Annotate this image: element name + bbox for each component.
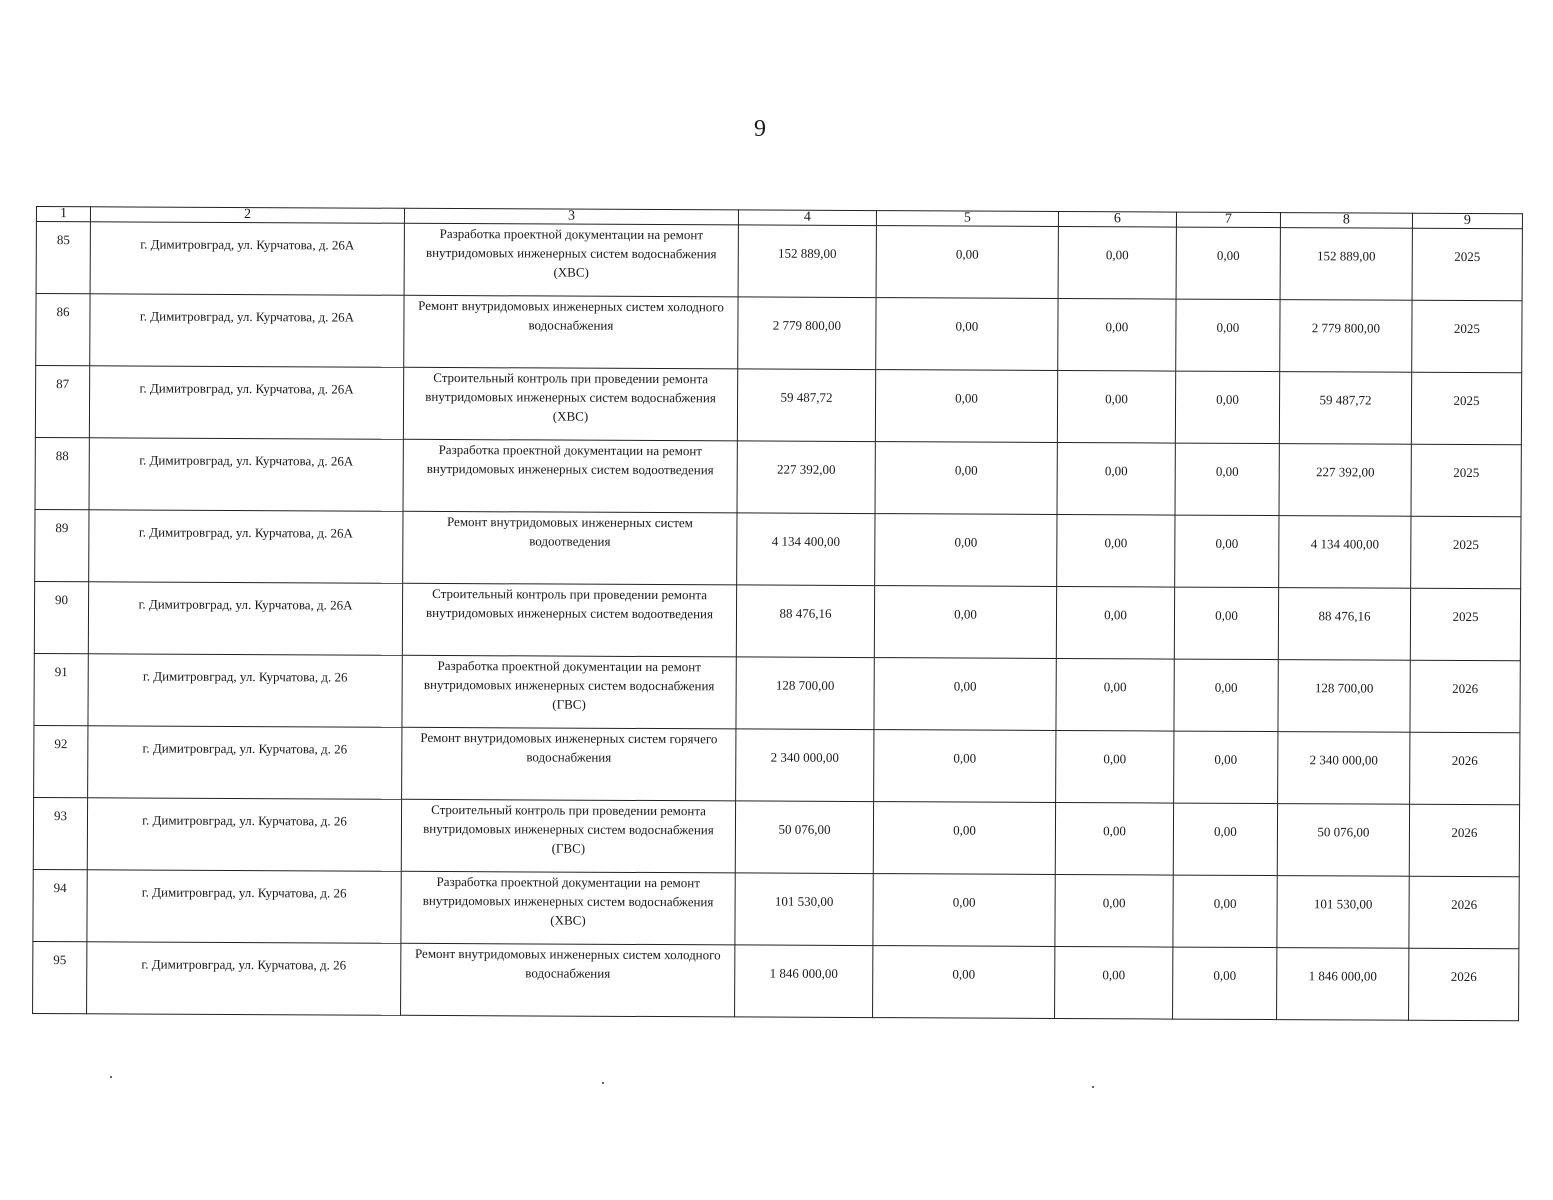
- column-number-header: 8: [1280, 213, 1412, 229]
- column-number-header: 4: [738, 210, 876, 226]
- column-6-value: 0,00: [1055, 874, 1173, 947]
- table-row: [33, 797, 1519, 876]
- work-description-cell: Строительный контроль при проведении ремонта внутридомовых инженерных систем водоотведения: [402, 583, 736, 657]
- column-7-value: 0,00: [1174, 731, 1278, 804]
- column-5-value: 0,00: [873, 874, 1055, 947]
- column-5-value: 0,00: [875, 370, 1057, 443]
- column-6-value: 0,00: [1058, 298, 1176, 371]
- table-row: [36, 222, 1522, 301]
- column-7-value: 0,00: [1173, 875, 1277, 948]
- total-cost-cell: 227 392,00: [737, 441, 875, 514]
- row-number: 91: [34, 653, 88, 725]
- column-7-value: 0,00: [1175, 443, 1279, 516]
- work-description-cell: Ремонт внутридомовых инженерных систем холодного водоснабжения: [401, 943, 735, 1017]
- column-6-value: 0,00: [1057, 442, 1175, 515]
- year-cell: 2026: [1409, 948, 1519, 1021]
- column-7-value: 0,00: [1176, 227, 1280, 300]
- total-cost-cell: 1 846 000,00: [735, 945, 873, 1018]
- column-5-value: 0,00: [876, 298, 1058, 371]
- column-7-value: 0,00: [1174, 587, 1278, 660]
- column-7-value: 0,00: [1175, 515, 1279, 588]
- address-cell: г. Димитровград, ул. Курчатова, д. 26А: [88, 582, 402, 656]
- row-number: 95: [33, 941, 87, 1013]
- work-description-cell: Ремонт внутридомовых инженерных систем водоотведения: [403, 511, 737, 585]
- total-cost-cell: 4 134 400,00: [737, 513, 875, 586]
- total-cost-cell: 101 530,00: [735, 873, 873, 946]
- year-cell: 2025: [1411, 372, 1521, 445]
- column-number-header: 3: [404, 208, 738, 225]
- total-cost-cell: 88 476,16: [736, 585, 874, 658]
- work-description-cell: Ремонт внутридомовых инженерных систем горячего водоснабжения: [402, 727, 736, 801]
- column-8-value: 2 779 800,00: [1280, 300, 1412, 373]
- total-cost-cell: 2 779 800,00: [738, 297, 876, 370]
- year-cell: 2026: [1410, 732, 1520, 805]
- scan-speck: [1092, 1086, 1094, 1088]
- year-cell: 2025: [1410, 588, 1520, 661]
- row-number: 88: [35, 437, 89, 509]
- column-number-header: 2: [90, 207, 404, 224]
- address-cell: г. Димитровград, ул. Курчатова, д. 26: [88, 654, 402, 728]
- column-6-value: 0,00: [1057, 514, 1175, 587]
- column-6-value: 0,00: [1056, 586, 1174, 659]
- column-5-value: 0,00: [873, 802, 1055, 875]
- column-7-value: 0,00: [1173, 803, 1277, 876]
- column-number-header: 6: [1058, 211, 1176, 227]
- address-cell: г. Димитровград, ул. Курчатова, д. 26А: [89, 510, 403, 584]
- address-cell: г. Димитровград, ул. Курчатова, д. 26: [87, 942, 401, 1016]
- row-number: 92: [34, 725, 88, 797]
- address-cell: г. Димитровград, ул. Курчатова, д. 26А: [89, 438, 403, 512]
- table-row: [36, 294, 1522, 373]
- budget-table: [32, 206, 1523, 1021]
- table-row: [33, 869, 1519, 948]
- column-5-value: 0,00: [874, 586, 1056, 659]
- table-row: [35, 366, 1521, 445]
- column-6-value: 0,00: [1056, 730, 1174, 803]
- address-cell: г. Димитровград, ул. Курчатова, д. 26: [88, 726, 402, 800]
- column-8-value: 88 476,16: [1278, 588, 1410, 661]
- column-5-value: 0,00: [876, 226, 1058, 299]
- column-number-header: 7: [1176, 212, 1280, 228]
- column-5-value: 0,00: [874, 658, 1056, 731]
- column-number-header: 9: [1412, 213, 1522, 229]
- column-8-value: 1 846 000,00: [1277, 948, 1409, 1021]
- column-8-value: 4 134 400,00: [1279, 516, 1411, 589]
- work-description-cell: Ремонт внутридомовых инженерных систем холодного водоснабжения: [404, 295, 738, 369]
- row-number: 89: [35, 509, 89, 581]
- work-description-cell: Строительный контроль при проведении ремонта внутридомовых инженерных систем водоснабжения (ХВС): [403, 367, 737, 441]
- year-cell: 2026: [1409, 876, 1519, 949]
- row-number: 94: [33, 869, 87, 941]
- address-cell: г. Димитровград, ул. Курчатова, д. 26А: [89, 366, 403, 440]
- work-description-cell: Разработка проектной документации на ремонт внутридомовых инженерных систем водоснабжения (ХВС): [401, 871, 735, 945]
- total-cost-cell: 59 487,72: [737, 369, 875, 442]
- total-cost-cell: 128 700,00: [736, 657, 874, 730]
- row-number: 90: [34, 581, 88, 653]
- scan-speck: [602, 1082, 604, 1084]
- column-8-value: 50 076,00: [1277, 804, 1409, 877]
- year-cell: 2026: [1409, 804, 1519, 877]
- table-row: [34, 725, 1520, 804]
- column-8-value: 152 889,00: [1280, 228, 1412, 301]
- column-8-value: 227 392,00: [1279, 444, 1411, 517]
- column-7-value: 0,00: [1175, 371, 1279, 444]
- column-6-value: 0,00: [1056, 658, 1174, 731]
- scan-speck: [110, 1076, 112, 1078]
- column-7-value: 0,00: [1176, 299, 1280, 372]
- year-cell: 2026: [1410, 660, 1520, 733]
- year-cell: 2025: [1411, 516, 1521, 589]
- column-8-value: 128 700,00: [1278, 660, 1410, 733]
- column-5-value: 0,00: [874, 730, 1056, 803]
- table-row: [34, 653, 1520, 732]
- column-6-value: 0,00: [1055, 946, 1173, 1019]
- page-number: 9: [754, 116, 766, 142]
- column-7-value: 0,00: [1174, 659, 1278, 732]
- column-5-value: 0,00: [875, 514, 1057, 587]
- table-row: [35, 509, 1521, 588]
- work-description-cell: Разработка проектной документации на ремонт внутридомовых инженерных систем водоснабжения (ХВС): [404, 223, 738, 297]
- table-row: [33, 941, 1519, 1020]
- column-5-value: 0,00: [873, 946, 1055, 1019]
- work-description-cell: Разработка проектной документации на ремонт внутридомовых инженерных систем водоотведения: [403, 439, 737, 513]
- column-8-value: 2 340 000,00: [1278, 732, 1410, 805]
- table-row: [34, 581, 1520, 660]
- total-cost-cell: 50 076,00: [735, 801, 873, 874]
- column-8-value: 101 530,00: [1277, 876, 1409, 949]
- row-number: 93: [33, 797, 87, 869]
- row-number: 85: [36, 222, 90, 294]
- total-cost-cell: 152 889,00: [738, 225, 876, 298]
- address-cell: г. Димитровград, ул. Курчатова, д. 26: [87, 798, 401, 872]
- column-number-header: 1: [36, 207, 90, 222]
- column-6-value: 0,00: [1058, 226, 1176, 299]
- table-row: [35, 437, 1521, 516]
- year-cell: 2025: [1411, 444, 1521, 517]
- year-cell: 2025: [1412, 300, 1522, 373]
- address-cell: г. Димитровград, ул. Курчатова, д. 26А: [90, 294, 404, 368]
- row-number: 87: [35, 366, 89, 438]
- column-6-value: 0,00: [1057, 370, 1175, 443]
- work-description-cell: Разработка проектной документации на ремонт внутридомовых инженерных систем водоснабжения (ГВС): [402, 655, 736, 729]
- total-cost-cell: 2 340 000,00: [736, 729, 874, 802]
- column-6-value: 0,00: [1055, 802, 1173, 875]
- row-number: 86: [36, 294, 90, 366]
- column-7-value: 0,00: [1173, 947, 1277, 1020]
- work-description-cell: Строительный контроль при проведении ремонта внутридомовых инженерных систем водоснабжения (ГВС): [401, 799, 735, 873]
- column-number-header: 5: [876, 211, 1058, 227]
- year-cell: 2025: [1412, 228, 1522, 301]
- address-cell: г. Димитровград, ул. Курчатова, д. 26А: [90, 222, 404, 296]
- column-8-value: 59 487,72: [1279, 372, 1411, 445]
- column-5-value: 0,00: [875, 442, 1057, 515]
- address-cell: г. Димитровград, ул. Курчатова, д. 26: [87, 870, 401, 944]
